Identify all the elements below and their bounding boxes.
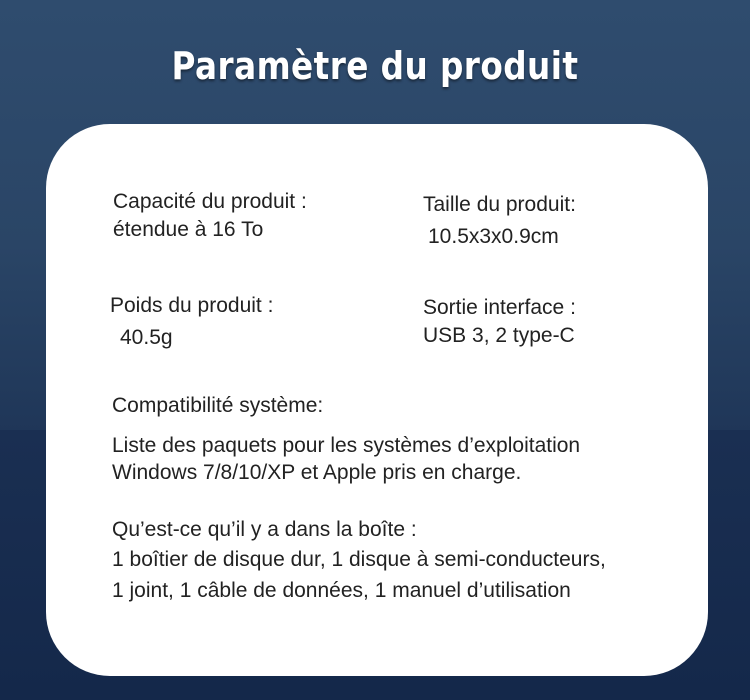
size-label: Taille du produit: [423, 193, 576, 216]
compatibility-label: Compatibilité système: [112, 394, 324, 417]
capacity-value: étendue à 16 To [113, 218, 264, 241]
box-contents-line-2: 1 joint, 1 câble de données, 1 manuel d’utilisation [112, 579, 571, 602]
compatibility-line-2: Windows 7/8/10/XP et Apple pris en charge. [112, 461, 522, 484]
interface-label: Sortie interface : [423, 296, 576, 319]
weight-value: 40.5g [120, 326, 173, 349]
weight-label: Poids du produit : [110, 294, 274, 317]
page-title: Paramètre du produit [171, 44, 579, 88]
capacity-label: Capacité du produit : [113, 190, 307, 213]
size-value: 10.5x3x0.9cm [428, 225, 559, 248]
compatibility-line-1: Liste des paquets pour les systèmes d’exploitation [112, 434, 581, 457]
interface-value: USB 3, 2 type-C [423, 324, 575, 347]
box-contents-line-1: 1 boîtier de disque dur, 1 disque à semi-conducteurs, [112, 548, 606, 571]
box-contents-label: Qu’est-ce qu’il y a dans la boîte : [112, 518, 417, 541]
